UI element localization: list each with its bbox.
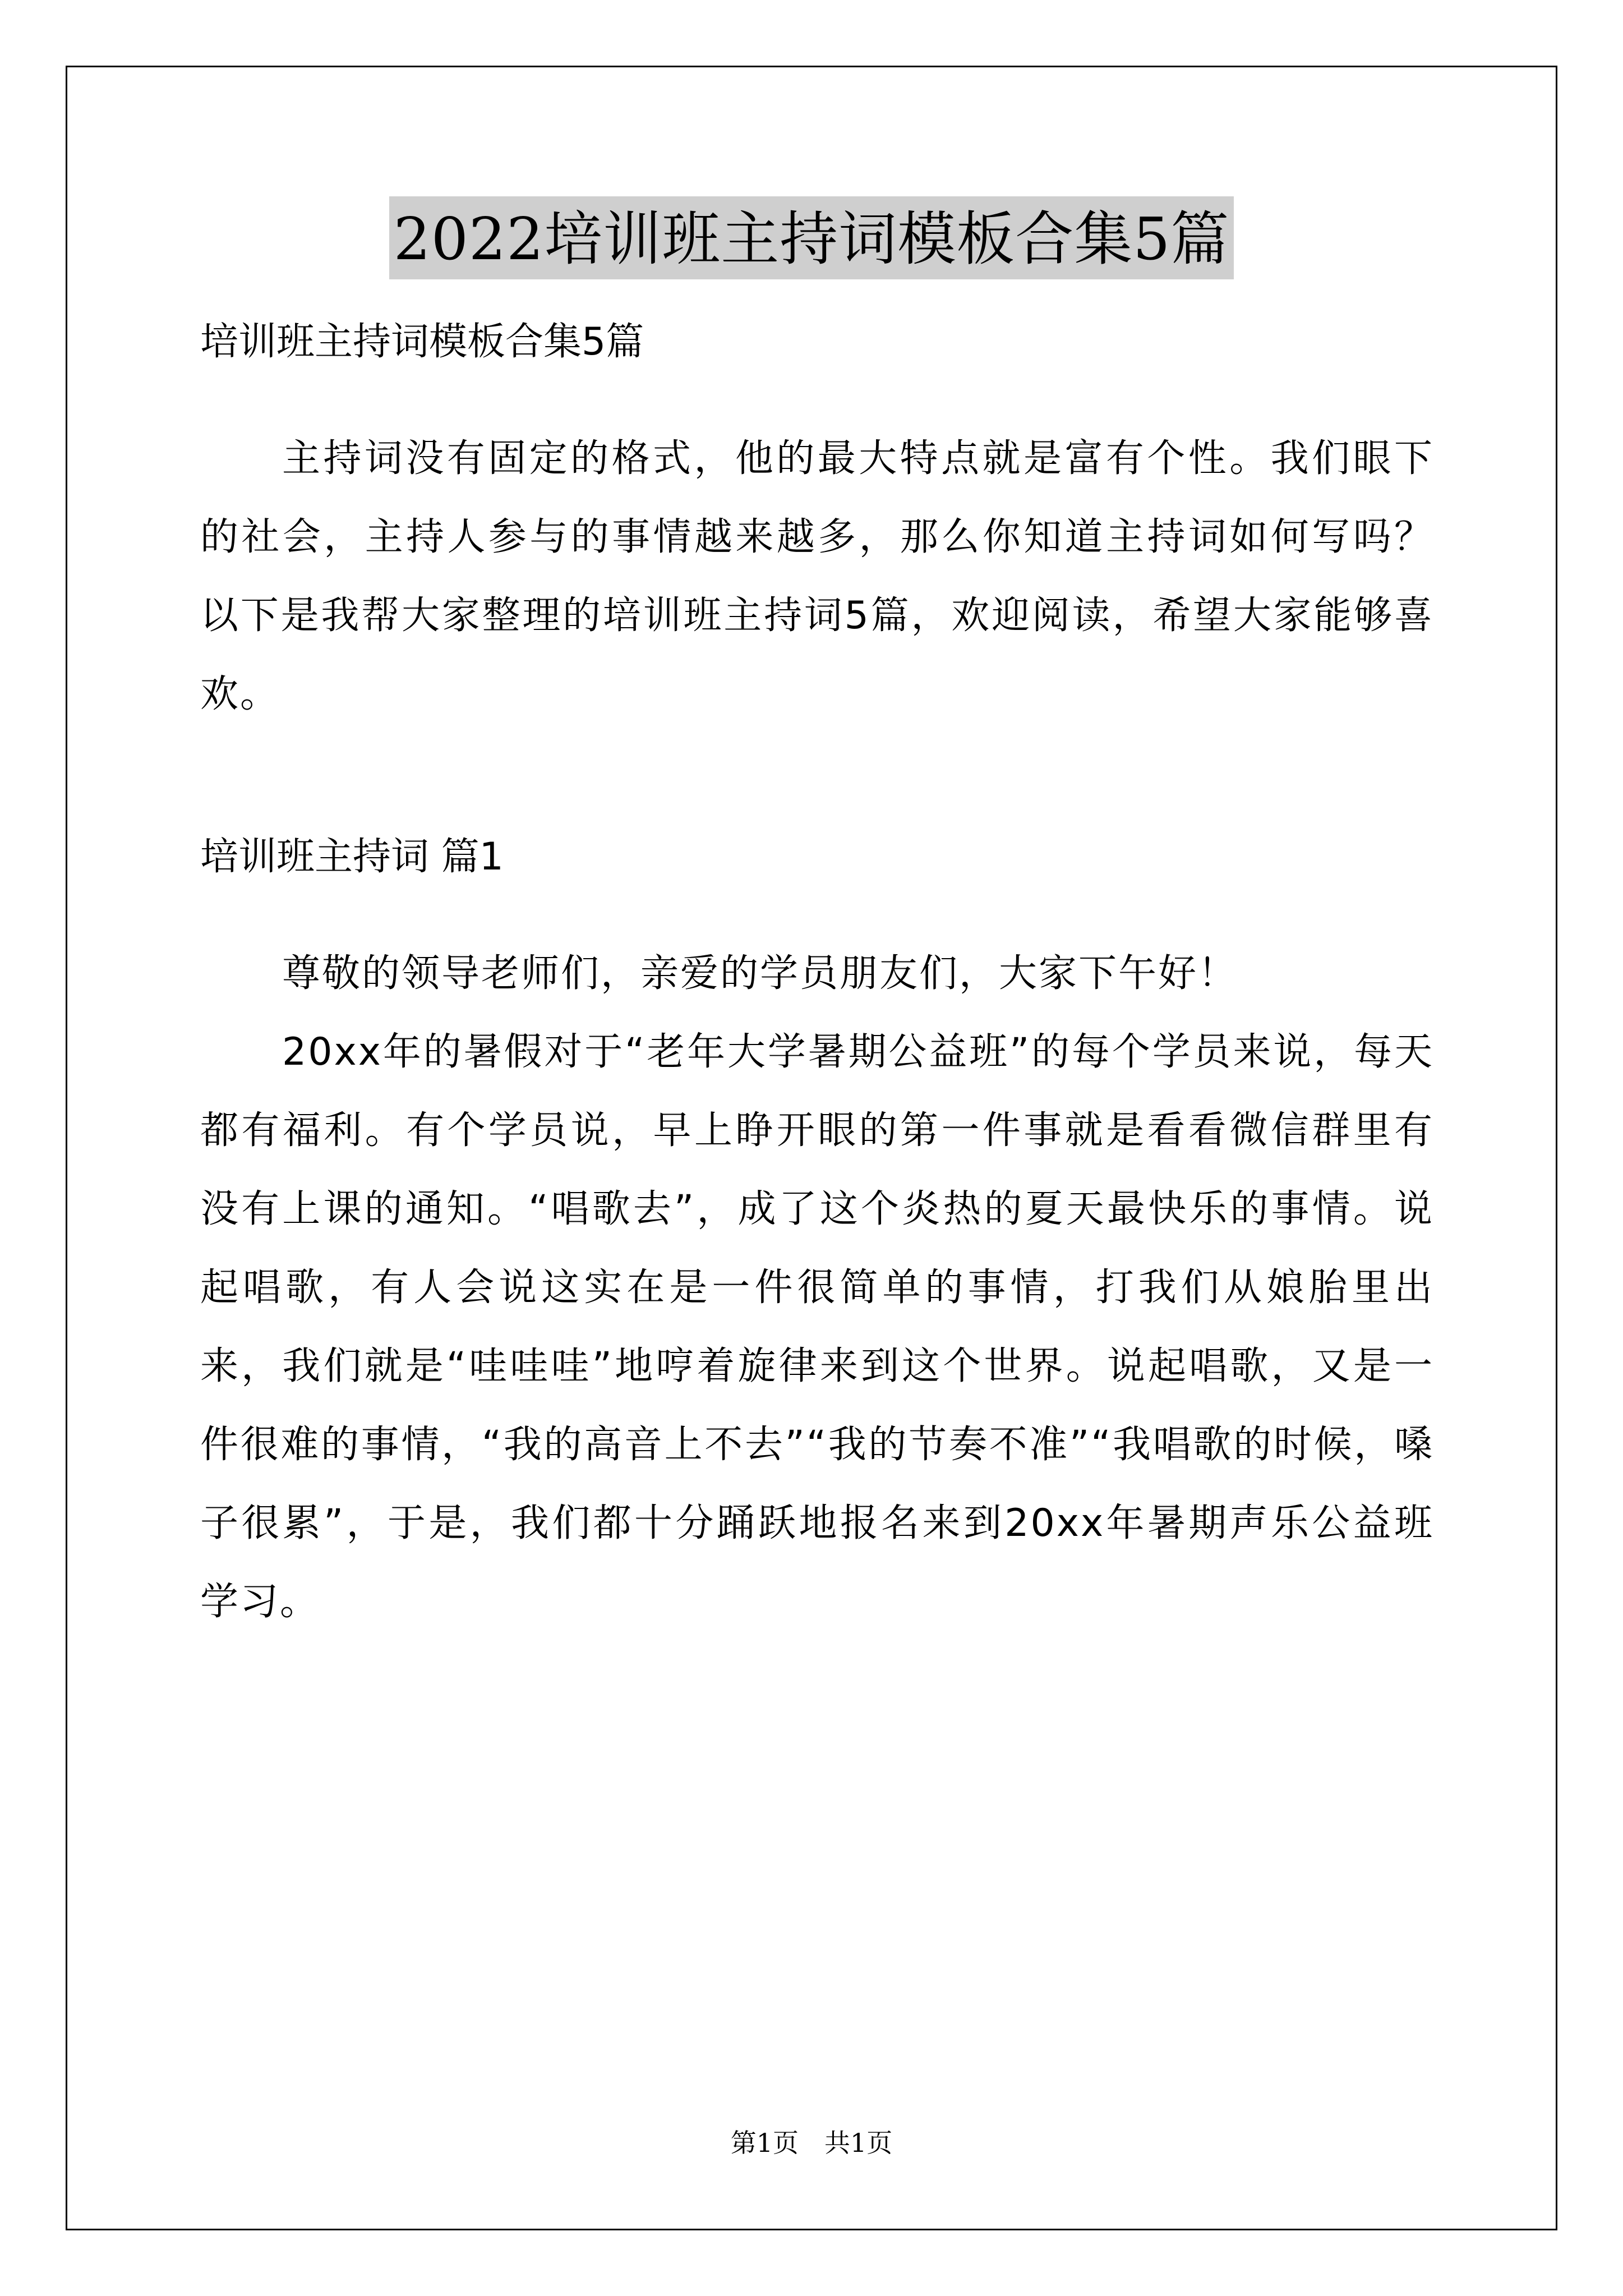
intro-paragraph: 主持词没有固定的格式，他的最大特点就是富有个性。我们眼下的社会，主持人参与的事情越来越多，那么你知道主持词如何写吗？以下是我帮大家整理的培训班主持词5篇，欢迎阅读，希望大家能够喜欢。 xyxy=(200,436,1434,716)
body-paragraph: 20xx年的暑假对于“老年大学暑期公益班”的每个学员来说，每天都有福利。有个学员说，早上睁开眼的第一件事就是看看微信群里有没有上课的通知。“唱歌去”，成了这个炎热的夏天最快乐的事情。说起唱歌，有人会说这实在是一件很简单的事情，打我们从娘胎里出来，我们就是“哇哇哇”地哼着旋律来到这个世界。说起唱歌，又是一件很难的事情，“我的高音上不去”“我的节奏不准”“我唱歌的时候，嗓子很累”，于是，我们都十分踊跃地报名来到20xx年暑期声乐公益班学习。 xyxy=(200,1030,1434,1624)
page-footer: 第1页 共1页 xyxy=(730,2128,893,2158)
section-heading: 培训班主持词 篇1 xyxy=(200,835,504,879)
document-body xyxy=(200,303,1434,1641)
greeting-paragraph: 尊敬的领导老师们，亲爱的学员朋友们，大家下午好！ xyxy=(282,951,1238,996)
title-wrap xyxy=(0,196,1623,279)
document-subtitle: 培训班主持词模板合集5篇 xyxy=(200,320,644,364)
document-title: 2022培训班主持词模板合集5篇 xyxy=(389,196,1234,279)
